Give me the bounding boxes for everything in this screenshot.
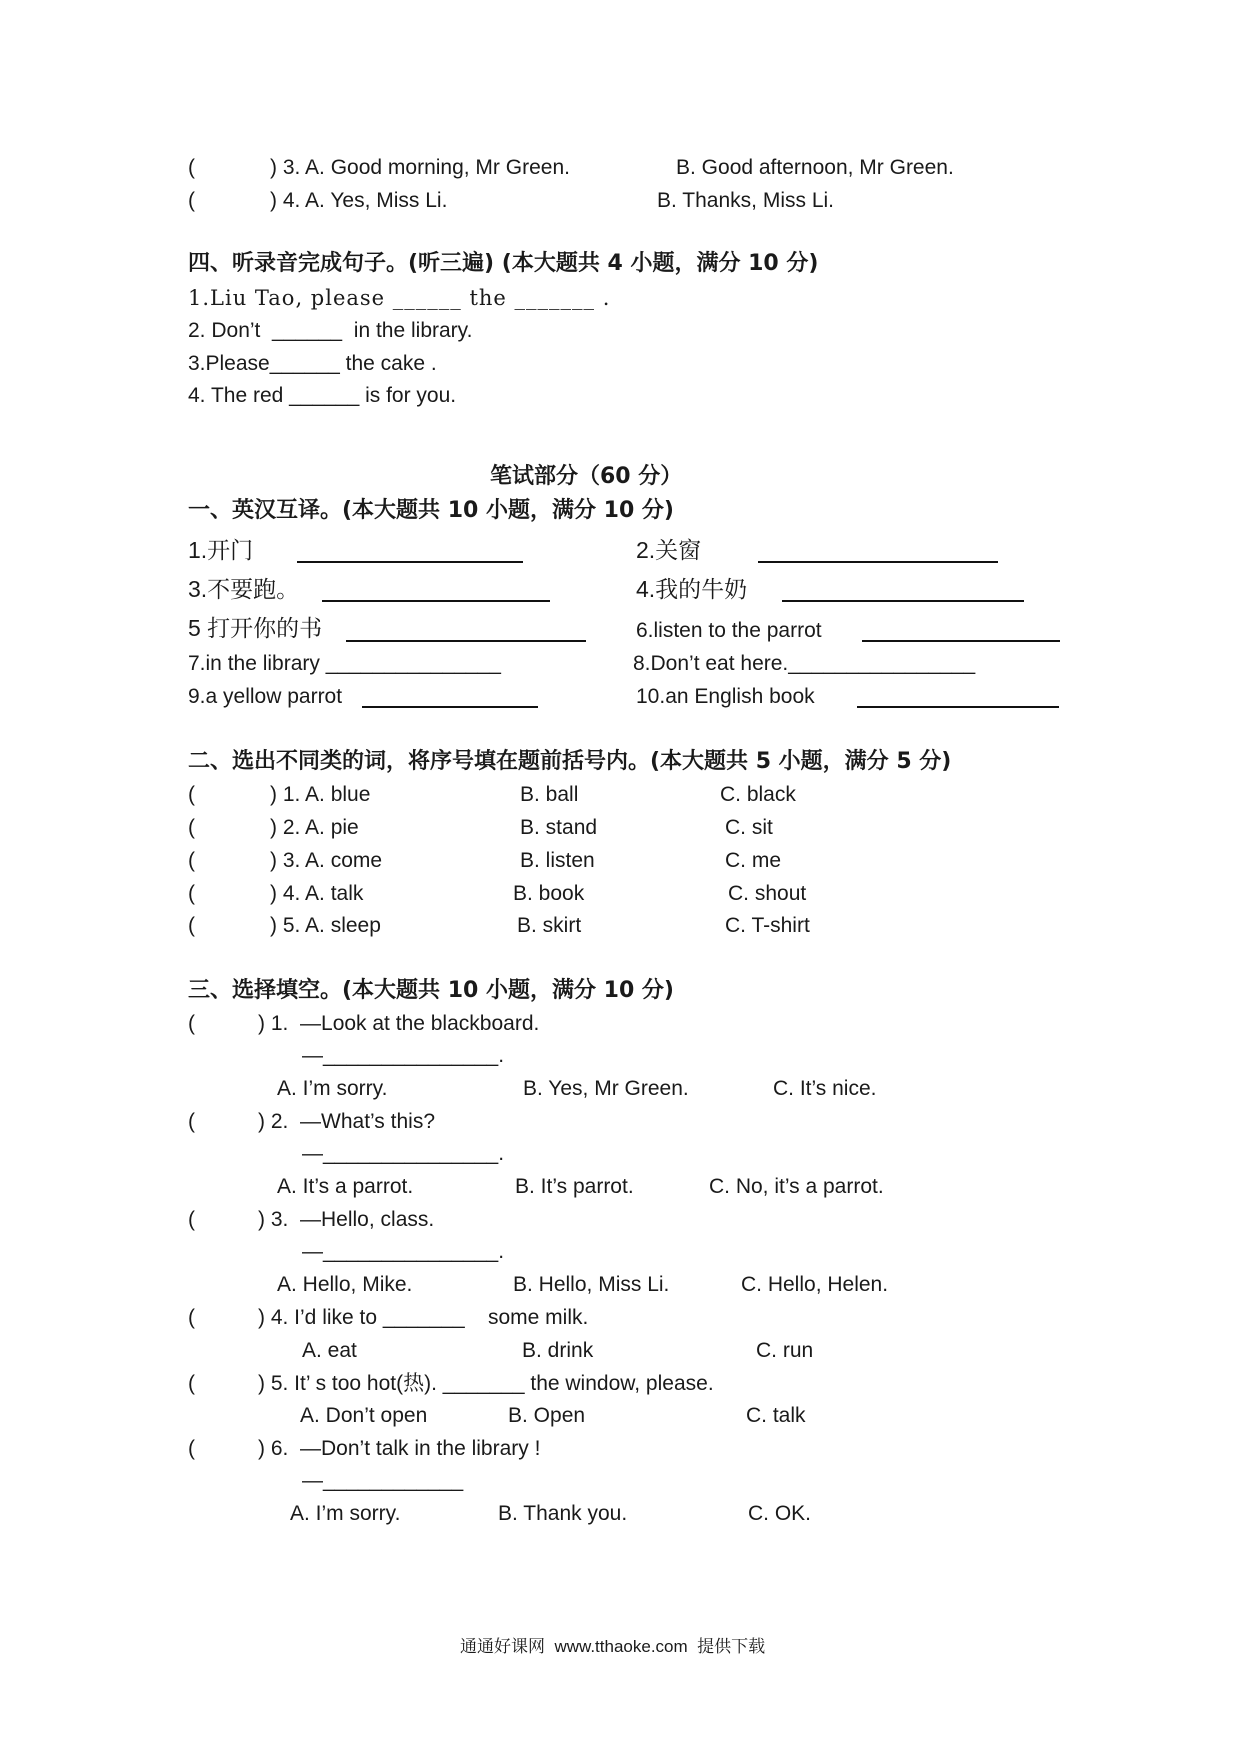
answer-paren: ( <box>188 816 195 839</box>
answer-paren: ( <box>188 882 195 905</box>
part2-heading: 二、选出不同类的词，将序号填在题前括号内。(本大题共 5 小题，满分 5 分) <box>188 749 952 774</box>
translation-item-4: 4.我的牛奶 <box>636 576 748 602</box>
choice-q1-reply: —_______________. <box>302 1044 505 1067</box>
odd-word-q1-option-c: C. black <box>720 783 796 806</box>
choice-q2-stem: ) 2. —What’s this? <box>258 1110 436 1133</box>
choice-q5-stem: ) 5. It’ s too hot(热). _______ the window, please. <box>258 1372 714 1395</box>
translation-item-2: 2.关窗 <box>636 537 702 563</box>
page-footer: 通通好课网 www.tthaoke.com 提供下载 <box>460 1637 766 1656</box>
choice-q3-option-b: B. Hello, Miss Li. <box>513 1273 670 1296</box>
answer-paren: ( <box>188 189 195 212</box>
answer-blank[interactable] <box>862 640 1060 642</box>
answer-blank[interactable] <box>362 706 538 708</box>
section4-line-1: 1.Liu Tao, please ______ the _______ . <box>188 286 611 310</box>
choice-q5-option-c: C. talk <box>746 1404 806 1427</box>
choice-q1-stem: ) 1. —Look at the blackboard. <box>258 1012 540 1035</box>
odd-word-q5-option-b: B. skirt <box>517 914 582 937</box>
choice-q6-option-a: A. I’m sorry. <box>290 1502 401 1525</box>
odd-word-q1-option-a: ) 1. A. blue <box>270 783 371 806</box>
choice-q2-option-c: C. No, it’s a parrot. <box>709 1175 884 1198</box>
answer-blank[interactable] <box>758 561 998 563</box>
choice-q3-option-c: C. Hello, Helen. <box>741 1273 889 1296</box>
choice-q2-option-a: A. It’s a parrot. <box>277 1175 414 1198</box>
choice-q5-option-a: A. Don’t open <box>300 1404 428 1427</box>
odd-word-q3-option-c: C. me <box>725 849 782 872</box>
listening-q3-option-b: B. Good afternoon, Mr Green. <box>676 156 954 179</box>
section4-line-2: 2. Don’t ______ in the library. <box>188 319 473 342</box>
answer-paren: ( <box>188 1110 195 1133</box>
choice-q3-option-a: A. Hello, Mike. <box>277 1273 413 1296</box>
odd-word-q2-option-a: ) 2. A. pie <box>270 816 359 839</box>
answer-paren: ( <box>188 1306 195 1329</box>
choice-q1-option-a: A. I’m sorry. <box>277 1077 388 1100</box>
odd-word-q3-option-b: B. listen <box>520 849 595 872</box>
choice-q4-stem: ) 4. I’d like to _______ some milk. <box>258 1306 589 1329</box>
answer-blank[interactable] <box>322 600 550 602</box>
odd-word-q3-option-a: ) 3. A. come <box>270 849 383 872</box>
odd-word-q5-option-a: ) 5. A. sleep <box>270 914 381 937</box>
section4-heading: 四、听录音完成句子。(听三遍) (本大题共 4 小题，满分 10 分) <box>188 251 819 276</box>
answer-paren: ( <box>188 914 195 937</box>
written-part-title: 笔试部分（60 分） <box>490 464 683 489</box>
choice-q6-reply: —____________ <box>302 1469 464 1492</box>
choice-q2-option-b: B. It’s parrot. <box>515 1175 634 1198</box>
answer-blank[interactable] <box>346 640 586 642</box>
translation-item-5: 5 打开你的书 <box>188 615 323 641</box>
choice-q3-reply: —_______________. <box>302 1240 505 1263</box>
choice-q6-option-c: C. OK. <box>748 1502 812 1525</box>
answer-blank[interactable] <box>857 706 1059 708</box>
choice-q2-reply: —_______________. <box>302 1142 505 1165</box>
translation-item-10: 10.an English book <box>636 685 815 708</box>
listening-q4-option-b: B. Thanks, Miss Li. <box>657 189 835 212</box>
part1-heading: 一、英汉互译。(本大题共 10 小题，满分 10 分) <box>188 498 674 523</box>
choice-q4-option-a: A. eat <box>302 1339 357 1362</box>
odd-word-q2-option-c: C. sit <box>725 816 773 839</box>
odd-word-q2-option-b: B. stand <box>520 816 598 839</box>
translation-item-3: 3.不要跑。 <box>188 576 300 602</box>
answer-blank[interactable] <box>782 600 1024 602</box>
choice-q4-option-b: B. drink <box>522 1339 594 1362</box>
choice-q3-stem: ) 3. —Hello, class. <box>258 1208 435 1231</box>
translation-item-1: 1.开门 <box>188 537 254 563</box>
listening-q4-option-a: ) 4. A. Yes, Miss Li. <box>270 189 448 212</box>
answer-blank[interactable] <box>297 561 523 563</box>
odd-word-q4-option-a: ) 4. A. talk <box>270 882 364 905</box>
choice-q4-option-c: C. run <box>756 1339 814 1362</box>
answer-paren: ( <box>188 1437 195 1460</box>
translation-item-8: 8.Don’t eat here.________________ <box>633 652 976 675</box>
answer-paren: ( <box>188 1012 195 1035</box>
answer-paren: ( <box>188 783 195 806</box>
section4-line-4: 4. The red ______ is for you. <box>188 384 457 407</box>
listening-q3-option-a: ) 3. A. Good morning, Mr Green. <box>270 156 570 179</box>
translation-item-7: 7.in the library _______________ <box>188 652 501 675</box>
translation-item-9: 9.a yellow parrot <box>188 685 343 708</box>
choice-q5-option-b: B. Open <box>508 1404 586 1427</box>
part3-heading: 三、选择填空。(本大题共 10 小题，满分 10 分) <box>188 978 674 1003</box>
odd-word-q4-option-c: C. shout <box>728 882 807 905</box>
section4-line-3: 3.Please______ the cake . <box>188 352 437 375</box>
odd-word-q5-option-c: C. T-shirt <box>725 914 810 937</box>
answer-paren: ( <box>188 1372 195 1395</box>
answer-paren: ( <box>188 849 195 872</box>
answer-paren: ( <box>188 156 195 179</box>
odd-word-q1-option-b: B. ball <box>520 783 579 806</box>
odd-word-q4-option-b: B. book <box>513 882 585 905</box>
choice-q1-option-b: B. Yes, Mr Green. <box>523 1077 689 1100</box>
translation-item-6: 6.listen to the parrot <box>636 619 822 642</box>
choice-q1-option-c: C. It’s nice. <box>773 1077 877 1100</box>
choice-q6-option-b: B. Thank you. <box>498 1502 628 1525</box>
answer-paren: ( <box>188 1208 195 1231</box>
choice-q6-stem: ) 6. —Don’t talk in the library ! <box>258 1437 541 1460</box>
